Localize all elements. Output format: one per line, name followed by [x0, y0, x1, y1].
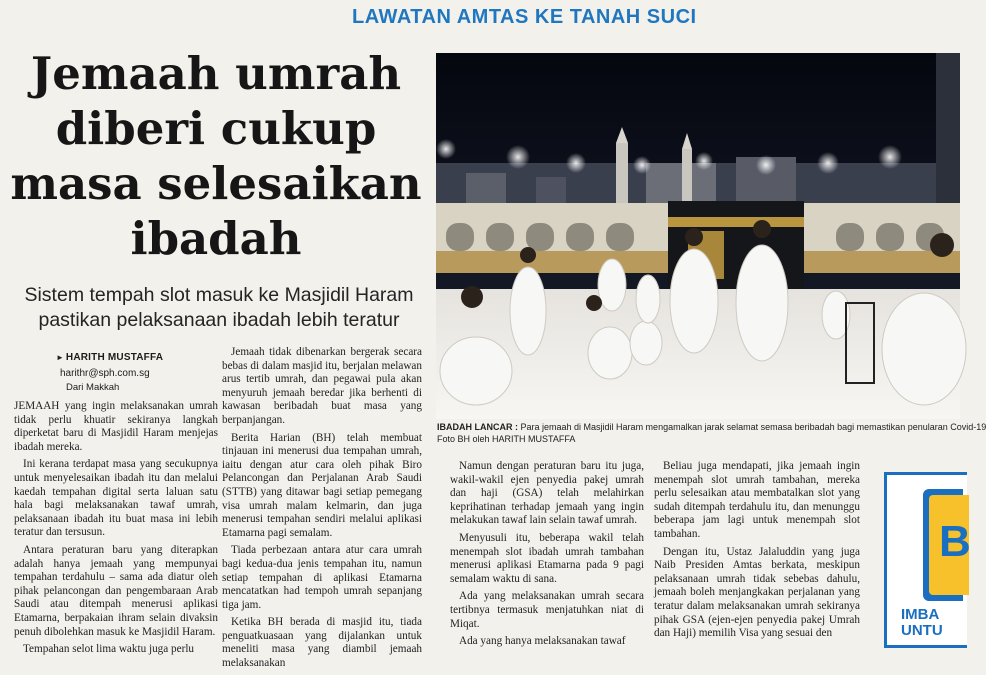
- paragraph: JEMAAH yang ingin melaksanakan umrah tidak perlu khuatir sekiranya langkah diperketat baru di Masjidil Haram menjejas ibadah mereka.: [14, 400, 218, 453]
- paragraph: Ini kerana terdapat masa yang secukupnya untuk menyelesaikan ibadah itu dan melalui kaedah tempahan digital serta laluan satu hala bagi melaksanakan tawaf umrah, pelaksanaan ibadah itu buat masa ini lebih teratur dan tersusun.: [14, 458, 218, 539]
- bh-logo-icon: [923, 489, 971, 601]
- headline-line: Jemaah umrah: [30, 47, 402, 100]
- paragraph: Namun dengan peraturan baru itu juga, wakil-wakil ejen penyedia pakej umrah dan haji (GSA) telah melahirkan keprihatinan terhadap jemaah yang ingin melakukan tawaf lain selain tawaf umrah.: [450, 460, 644, 527]
- paragraph: Ada yang melaksanakan umrah secara tertibnya termasuk menjatuhkan niat di Miqat.: [450, 590, 644, 630]
- headline-line: masa selesaikan: [10, 157, 422, 210]
- headline: [10, 46, 422, 266]
- byline-arrow-icon: ►: [56, 353, 64, 362]
- paragraph: Ketika BH berada di masjid itu, tiada penguatkuasaan yang dijalankan untuk meneliti masa yang diambil jemaah melaksanakan: [222, 616, 422, 670]
- paragraph: Antara peraturan baru yang diterapkan adalah hanya jemaah yang mempunyai tempahan terdahulu – sama ada diatur oleh pihak pelancongan dan pengembaraan Arab Saudi atau ditempah menerusi aplikasi Etamarna, berpakaian ihram selain divaksin penuh dibolehkan masuk ke Masjidil Haram.: [14, 543, 218, 638]
- byline: [56, 347, 196, 393]
- paragraph: Berita Harian (BH) telah membuat tinjauan ini menerusi dua tempahan umrah, iaitu dengan atur cara oleh pihak Biro Pelancongan dan Perjalanan Arab Saudi (STTB) yang ditawar bagi setiap pemegang visa umrah malam kelmarin, dan juga menerusi tempahan sendiri melalui aplikasi Etamarna pagi semalam.: [222, 431, 422, 539]
- photo-caption: [437, 422, 986, 445]
- advertisement[interactable]: [884, 472, 971, 648]
- article-column-1: [14, 400, 218, 661]
- byline-name: HARITH MUSTAFFA: [65, 352, 164, 363]
- byline-dateline: Dari Makkah: [66, 382, 120, 393]
- photo-illustration: [436, 53, 960, 419]
- ad-slogan-line: IMBA: [901, 606, 940, 623]
- deck-subheadline: Sistem tempah slot masuk ke Masjidil Haram pastikan pelaksanaan ibadah lebih teratur: [24, 284, 414, 331]
- caption-lead: IBADAH LANCAR :: [437, 422, 518, 432]
- logo-inner: [929, 495, 969, 595]
- logo-letter: B: [939, 517, 971, 566]
- paragraph: Tempahan selot lima waktu juga perlu: [23, 643, 195, 656]
- article-column-4: [654, 460, 860, 645]
- article-column-3: [450, 460, 644, 653]
- paragraph: Ada yang hanya melaksanakan tawaf: [459, 635, 626, 648]
- ad-slogan-line: UNTU: [901, 622, 943, 639]
- paragraph: Beliau juga mendapati, jika jemaah ingin menempah slot umrah tambahan, mereka perlu selesaikan atau membatalkan slot yang sudah ditempah terdahulu itu, dan menunggu beberapa jam lagi untuk menempah slot tambahan.: [654, 460, 860, 540]
- photo-credit: Foto BH oleh HARITH MUSTAFFA: [437, 433, 576, 444]
- paragraph: Tiada perbezaan antara atur cara umrah bagi kedua-dua jenis tempahan itu, namun setiap tempahan di aplikasi Etamarna mencatatkan had tempoh umrah sepanjang tiga jam.: [222, 544, 422, 611]
- ad-slogan: [901, 607, 943, 639]
- headline-line: ibadah: [130, 212, 302, 265]
- paragraph: Jemaah tidak dibenarkan bergerak secara bebas di dalam masjid itu, berjalan melawan arus tertib umrah, dan pegawai pula akan menyuruh jemaah beredar jika berhenti di kawasan beribadah buat masa yang berpanjangan.: [222, 346, 422, 426]
- photo-masjidil-haram: [436, 53, 960, 419]
- section-kicker: LAWATAN AMTAS KE TANAH SUCI: [352, 6, 697, 28]
- byline-email[interactable]: harithr@sph.com.sg: [60, 368, 150, 379]
- paragraph: Dengan itu, Ustaz Jalaluddin yang juga Naib Presiden Amtas berkata, meskipun pelaksanaan umrah tidak sebebas dahulu, jemaah boleh menjangkakan perjalanan yang teratur dalam melaksanakan umrah sekiranya pihak GSA (ejen-ejen penyedia pakej Umrah dan Haji) memilih Visa yang sesuai den: [654, 545, 860, 640]
- paragraph: Menyusuli itu, beberapa wakil telah menempah slot ibadah umrah tambahan menerusi aplikasi Etamarna pada 9 pagi semalam waktu di sana.: [450, 531, 644, 585]
- headline-line: diberi cukup: [55, 102, 377, 155]
- caption-text: Para jemaah di Masjidil Haram mengamalkan jarak selamat semasa beribadah bagi memastikan penularan Covid-19: [520, 422, 986, 432]
- article-column-2: [222, 346, 422, 675]
